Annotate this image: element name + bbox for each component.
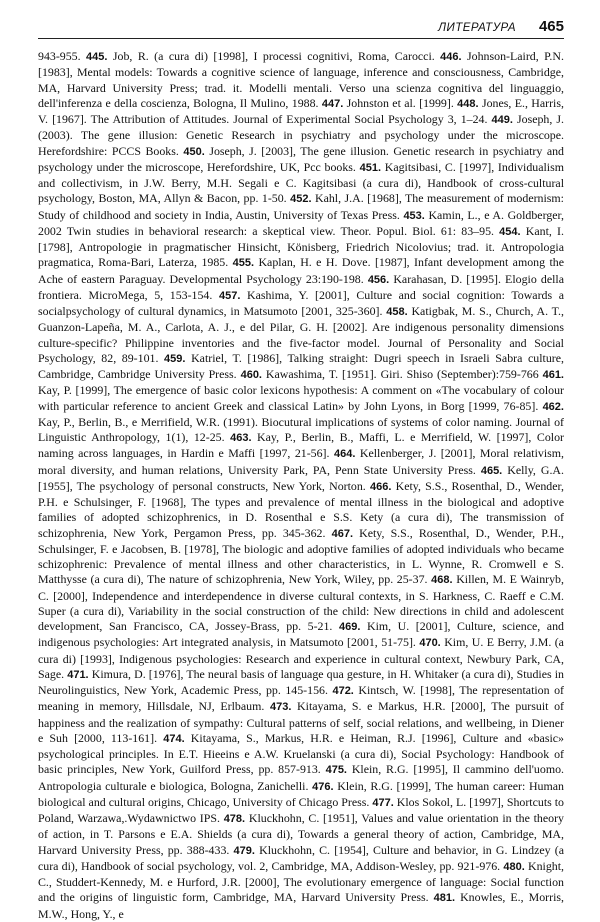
entry-number: 480. xyxy=(503,860,525,873)
entry-text: Klos Sokol, L. [1997], Shortcuts to Poland, Warzawa,.Wydawnictwo IPS. xyxy=(38,794,564,825)
entry-number: 475. xyxy=(325,764,347,777)
section-title: ЛИТЕРАТУРА xyxy=(438,22,516,34)
entry-text: 943-955. xyxy=(38,49,81,63)
entry-number: 466. xyxy=(370,480,392,493)
entry-text: Knight, C., Studdert-Kennedy, M. e Hurford, J.R. [2000], The evolutionary emergence of language: Social function and the origins of linguistic form, Cambridge, MA, Harvard University Press. xyxy=(38,858,564,905)
entry-text: Kay, P. [1999], The emergence of basic color lexicons hypothesis: A comment on «The vocabulary of colour with particular reference to ancient Greek and classical Latin» by John Lyons, in Borg [1999, 76-85]. xyxy=(38,383,564,413)
entry-text: Kawashima, T. [1951]. Giri. Shiso (September):759-766 xyxy=(265,367,539,381)
entry-text: Kagitsibasi, C. [1997], Individualism and collectivism, in J.W. Berry, M.H. Segali e C. Kagitsibasi (a cura di), Handbook of cross-cultural psychology, Boston, MA, Allyn & Bacon, pp. 1-50. xyxy=(38,159,564,206)
entry-text: Kant, I. [1798], Antropologie in pragmatischer Hinsicht, Könisberg, Friedrich Nicolovius; trad. it. Antropologia pragmatica, Roma-Bari, Laterza, 1985. xyxy=(38,223,564,270)
entry-text: Joseph, J. (2003). The gene illusion: Genetic Research in psychiatry and psychology under the microscope. Herefordshire: PCCS Books. xyxy=(38,112,564,158)
entry-number: 473. xyxy=(269,701,292,714)
entry-number: 479. xyxy=(233,844,255,857)
entry-number: 447. xyxy=(321,97,344,110)
entry-number: 481. xyxy=(433,892,456,905)
entry-text: Katriel, T. [1986], Talking straight: Dugri speech in Israeli Sabra culture, Cambridge, Cambridge University Press. xyxy=(38,350,564,381)
entry-number: 465. xyxy=(480,464,503,477)
entry-text: Kety, S.S., Rosenthal, D., Wender, P.H., Schulsinger, F. e Jacobsen, B. [1978], The biologic and adoptive families of adopted individuals who became schizophrenic: Prevalence of mental illness and other characteristics, in L. Wynne, R. Cromwell e S. Matthysse (a cura di), The nature of schizophrenia, New York, Wiley, pp. 25-37. xyxy=(38,525,564,587)
entry-number: 450. xyxy=(183,145,205,158)
entry-text: Klein, R.G. [1999], The human career: Human biological and cultural origins, Chicago, University of Chicago Press. xyxy=(38,778,564,809)
entry-number: 464. xyxy=(333,448,356,461)
entry-text: Kamin, L., e A. Goldberger, 2002 Twin studies in behavioral research: a skeptical view. Theor. Popul. Biol. 61: 83–95. xyxy=(38,207,565,238)
entry-number: 445. xyxy=(86,51,108,63)
entry-text: Kimura, D. [1976], The neural basis of language qua gesture, in H. Whitaker (a cura di), Studies in Neurolinguistics, New York, Academic Press, pp. 145-156. xyxy=(38,666,564,697)
entry-number: 460. xyxy=(240,369,262,381)
entry-number: 454. xyxy=(499,225,521,238)
entry-number: 469. xyxy=(338,621,361,633)
bibliography-text xyxy=(38,49,564,922)
entry-text: Kay, P., Berlin, B., e Merrifield, W.R. (1991). Biocutural implications of systems of color naming. Journal of Linguistic Anthropology, 1(1), 12-25. xyxy=(38,414,564,444)
entry-text: Klein, R.G. [1995], Il cammino dell'uomo. Antropologia culturale e biologica, Bologna, Zanichelli. xyxy=(38,762,564,793)
entry-text: Kim, U. E Berry, J.M. (a cura di) [1993], Indigenous psychologies: Research and experience in cultural context, Newbury Park, CA, Sage. xyxy=(38,635,564,681)
entry-number: 462. xyxy=(542,400,564,413)
entry-number: 446. xyxy=(440,51,462,63)
entry-text: Kluckhohn, C. [1954], Culture and behavior, in G. Lindzey (a cura di), Handbook of social psychology, vol. 2, Cambridge, MA, Addison-Wesley, pp. 921-976. xyxy=(38,842,564,873)
entry-text: Knowles, E., Morris, M.W., Hong, Y., e xyxy=(38,890,564,921)
page-number: 465 xyxy=(538,18,564,35)
entry-number: 449. xyxy=(491,114,513,126)
entry-text: Johnston et al. [1999]. xyxy=(346,95,454,110)
entry-text: Kellenberger, J. [2001], Moral relativism, moral diversity, and human relations, University Park, PA, Penn State University Press. xyxy=(38,446,564,477)
entry-number: 459. xyxy=(164,352,186,365)
entry-number: 476. xyxy=(312,780,334,793)
entry-number: 453. xyxy=(403,209,425,222)
entry-number: 455. xyxy=(232,257,255,270)
entry-number: 474. xyxy=(163,732,185,745)
entry-text: Jones, E., Harris, V. [1967]. The Attribution of Attitudes. Journal of Experimental Social Psychology 3, 1–24. xyxy=(38,95,564,126)
entry-number: 457. xyxy=(218,289,241,302)
header-rule xyxy=(38,38,564,39)
entry-text: Kay, P., Berlin, B., Maffi, L. e Merrifield, W. [1997], Color naming across languages, in Hardin e Maffi [1997, 21-56]. xyxy=(38,430,564,461)
entry-text: Job, R. (a cura di) [1998], I processi cognitivi, Roma, Carocci. xyxy=(112,49,435,63)
entry-text: Kim, U. [2001], Culture, science, and indigenous psychologies: Art integrated analysis, in Matsumoto [2001, 51-75]. xyxy=(38,619,564,650)
entry-number: 458. xyxy=(386,306,408,318)
entry-text: Kaplan, H. e H. Dove. [1987], Infant development among the Ache of eastern Paraguay. Developmental Psychology 23:190-198. xyxy=(38,255,564,286)
entry-number: 472. xyxy=(332,685,354,697)
entry-text: Kitayama, S. e Markus, H.R. [2000], The pursuit of happiness and the realization of sympathy: Cultural patterns of self, social relations, and wellbeing, in Diener e Suh [2000, 113-161]. xyxy=(38,699,564,745)
entry-text: Kashima, Y. [2001], Culture and social cognition: Towards a socialpsychology of cultural dynamics, in Matsumoto [2001, 325-360]. xyxy=(38,287,564,318)
running-header xyxy=(38,18,564,42)
entry-number: 470. xyxy=(419,637,441,650)
entry-text: Johnson-Laird, P.N. [1983], Mental models: Towards a cognitive science of language, inference and consciousness, Cambridge, MA, Harvard University Press; trad. it. Modelli mentali. Verso una scienza cognitiva del linguaggio, dell'inferenza e della coscienza, Bologna, Il Mulino, 1988. xyxy=(38,49,564,110)
entry-text: Karahasan, D. [1995]. Elogio della frontiera. MicroMega, 5, 153-154. xyxy=(38,271,564,302)
entry-text: Kelly, G.A. [1955], The psychology of personal constructs, New York, Norton. xyxy=(38,462,564,493)
entry-number: 477. xyxy=(372,796,394,809)
entry-text: Kahl, J.A. [1968], The measurement of modernism: Study of childhood and society in India, Austin, University of Texas Press. xyxy=(38,191,564,222)
entry-text: Kety, S.S., Rosenthal, D., Wender, P.H. e Schulsinger, F. [1968], The types and prevalence of mental illness in the biological and adoptive families of adopted schizophrenics, in D. Rosenthal e S.S. Kety (a cura di), The transmission of schizophrenia, New York, Pergamon Press, pp. 345-362. xyxy=(38,478,564,540)
entry-number: 471. xyxy=(67,668,89,681)
entry-text: Kitayama, S., Markus, H.R. e Heiman, R.J. [1996], Culture and «basic» psychological principles. In E.T. Hieeins e A.W. Kruelanski (a cura di), Social Psychology: Handbook of basic principles, New York, Guilford Press, pp. 857-913. xyxy=(38,730,564,777)
entry-number: 448. xyxy=(457,97,479,110)
entry-number: 467. xyxy=(331,527,354,540)
entry-number: 452. xyxy=(290,193,312,206)
entry-number: 463. xyxy=(230,432,252,444)
entry-text: Joseph, J. [2003], The gene illusion. Genetic research in psychiatry and psychology under the microscope, Herefordshire, UK, Pcc books. xyxy=(38,143,565,174)
entry-text: Kluckhohn, C. [1951], Values and value orientation in the theory of action, in T. Parsons e E.A. Shields (a cura di), Towards a general theory of action, Cambridge, MA, Harvard University Press, pp. 388-433. xyxy=(38,811,564,857)
entry-text: Kintsch, W. [1998], The representation of meaning in memory, Hillsdale, NJ, Erlbaum. xyxy=(38,683,564,714)
entry-number: 461. xyxy=(542,369,564,381)
entry-text: Killen, M. E Wainryb, C. [2000], Independence and interdependence in diverse cultural contexts, in S. Harkness, C. Raeff e C.M. Super (a cura di), Variability in the social construction of the child: New directions in child and adolescent development, San Francisco, CA, Jossey-Brass, pp. 5-21. xyxy=(38,572,564,633)
entry-number: 451. xyxy=(359,161,382,174)
entry-number: 478. xyxy=(223,813,246,825)
entry-text: Katigbak, M. S., Church, A. T., Guanzon-Lapeña, M. A., Carlota, A. J., e del Pilar, G. H. [2002]. Are indigenous personality dimensions culture-specific? Philippine inventories and the five-factor model. Journal of Personality and Social Psychology, 82, 89-101. xyxy=(38,304,564,365)
entry-number: 468. xyxy=(431,574,453,587)
entry-number: 456. xyxy=(367,273,390,286)
